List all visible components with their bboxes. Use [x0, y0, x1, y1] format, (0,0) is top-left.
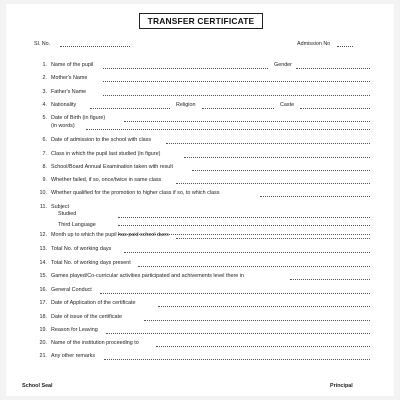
field-number: 5.: [42, 115, 47, 121]
caste-field[interactable]: [300, 108, 370, 109]
in-words-label: (in words): [51, 123, 75, 129]
date-of-issue-field[interactable]: [144, 320, 370, 321]
date-of-application-field[interactable]: [158, 306, 370, 307]
admission-no-field[interactable]: [337, 46, 353, 47]
working-days-field[interactable]: [124, 252, 370, 253]
religion-label: Religion: [176, 102, 196, 108]
gender-field[interactable]: [296, 68, 370, 69]
field-label-date-of-admission: Date of admission to the school with class: [51, 137, 152, 143]
subjects-studied-field[interactable]: [118, 217, 370, 218]
field-label-school-dues: Month up to which the pupil has paid school dues: [51, 232, 169, 238]
date-of-birth-words-field[interactable]: [86, 129, 370, 130]
field-label-nationality: Nationality: [51, 102, 77, 108]
field-number: 21.: [39, 353, 47, 359]
field-number: 9.: [42, 177, 47, 183]
studied-label: Studied: [58, 211, 77, 217]
field-number: 13.: [39, 246, 47, 252]
field-label-other-remarks: Any other remarks: [51, 353, 96, 359]
subjects-studied-field-2[interactable]: [118, 225, 370, 226]
field-number: 15.: [39, 273, 47, 279]
field-label-subject: Subject: [51, 204, 69, 210]
field-label-class-last-studied: Class in which the pupil last studied (in figure): [51, 151, 161, 157]
field-label-date-of-application: Date of Application of the certificate: [51, 300, 136, 306]
fathers-name-field[interactable]: [103, 95, 370, 96]
date-of-birth-figure-field[interactable]: [124, 121, 370, 122]
board-exam-field[interactable]: [192, 170, 370, 171]
field-label-date-of-issue: Date of issue of the certificate: [51, 314, 123, 320]
field-label-promotion: Whether qualified for the promotion to higher class if so, to which class: [51, 190, 220, 196]
field-number: 6.: [42, 137, 47, 143]
field-number: 17.: [39, 300, 47, 306]
field-label-date-of-birth: Date of Birth (in figure): [51, 115, 106, 121]
whether-failed-field[interactable]: [176, 183, 370, 184]
institution-proceeding-field[interactable]: [156, 346, 370, 347]
admission-no-label: Admission No: [297, 41, 331, 47]
promotion-field[interactable]: [260, 196, 370, 197]
field-number: 2.: [42, 75, 47, 81]
school-dues-field[interactable]: [176, 238, 370, 239]
field-label-days-present: Total No. of working days present: [51, 260, 131, 266]
date-of-admission-field[interactable]: [166, 143, 370, 144]
school-seal-label: School Seal: [22, 383, 53, 389]
field-number: 11.: [39, 204, 47, 210]
field-label-institution-proceeding: Name of the institution proceeding to: [51, 340, 139, 346]
field-number: 8.: [42, 164, 47, 170]
field-number: 12.: [39, 232, 47, 238]
field-label-whether-failed: Whether failed, if so, once/twice in same class: [51, 177, 162, 183]
class-last-studied-field[interactable]: [184, 157, 370, 158]
third-language-label: Third Language: [58, 222, 96, 228]
gender-label: Gender: [274, 62, 292, 68]
field-label-fathers-name: Father's Name: [51, 89, 87, 95]
field-number: 20.: [39, 340, 47, 346]
name-of-pupil-field[interactable]: [103, 68, 268, 69]
field-number: 16.: [39, 287, 47, 293]
reason-for-leaving-field[interactable]: [106, 333, 370, 334]
nationality-field[interactable]: [90, 108, 170, 109]
field-number: 14.: [39, 260, 47, 266]
field-number: 1.: [42, 62, 47, 68]
mothers-name-field[interactable]: [103, 81, 370, 82]
field-number: 4.: [42, 102, 47, 108]
field-number: 7.: [42, 151, 47, 157]
field-label-games-activities: Games played/Co-curricular activities participated and achivements level there in: [51, 273, 244, 279]
field-label-reason-for-leaving: Reason for Leaving: [51, 327, 98, 333]
field-number: 18.: [39, 314, 47, 320]
sl-no-field[interactable]: [60, 46, 130, 47]
other-remarks-field[interactable]: [104, 359, 370, 360]
sl-no-label: Sl. No.: [34, 41, 51, 47]
principal-label: Principal: [330, 383, 353, 389]
certificate-title: TRANSFER CERTIFICATE: [139, 13, 263, 29]
general-conduct-field[interactable]: [100, 293, 370, 294]
religion-field[interactable]: [202, 108, 274, 109]
field-label-name-of-pupil: Name of the pupil: [51, 62, 94, 68]
days-present-field[interactable]: [138, 266, 370, 267]
field-label-general-conduct: General Conduct: [51, 287, 92, 293]
field-number: 10.: [39, 190, 47, 196]
field-label-board-exam: School/Board Annual Examination taken with result: [51, 164, 173, 170]
caste-label: Caste: [280, 102, 295, 108]
field-number: 19.: [39, 327, 47, 333]
field-label-working-days: Total No. of working days: [51, 246, 112, 252]
field-number: 3.: [42, 89, 47, 95]
field-label-mothers-name: Mother's Name: [51, 75, 88, 81]
transfer-certificate-page: [6, 4, 394, 396]
games-activities-field[interactable]: [290, 279, 370, 280]
